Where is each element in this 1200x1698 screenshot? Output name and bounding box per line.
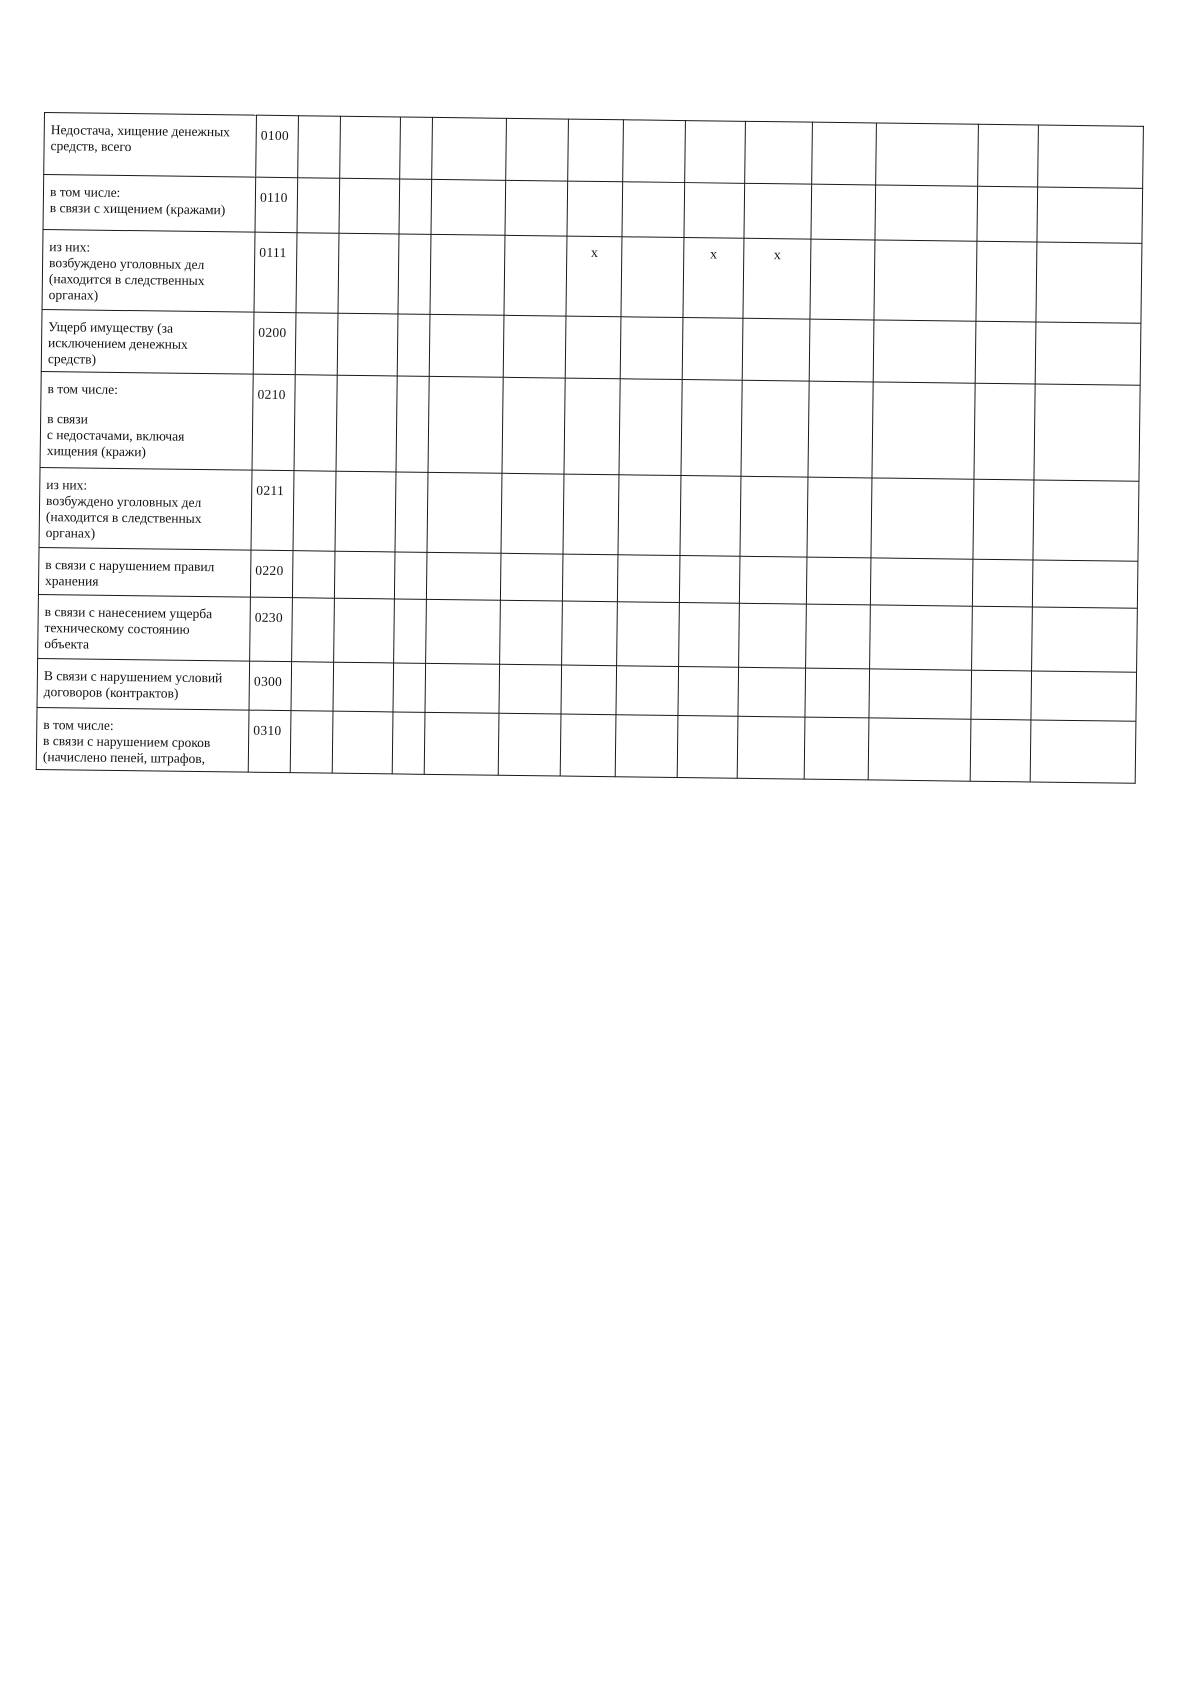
- value-cell[interactable]: [678, 667, 739, 717]
- value-cell[interactable]: [397, 314, 430, 376]
- value-cell[interactable]: [973, 479, 1034, 560]
- row-label-line: средств, всего: [50, 138, 132, 155]
- table-row: [42, 229, 1142, 323]
- row-label: [43, 175, 256, 233]
- value-cell[interactable]: [621, 237, 684, 318]
- value-cell[interactable]: [505, 118, 568, 181]
- value-cell[interactable]: [339, 178, 400, 234]
- value-cell[interactable]: [1033, 560, 1138, 608]
- row-label-line: (находится в следственных: [45, 509, 202, 527]
- row-label: [44, 113, 257, 178]
- value-cell[interactable]: [873, 320, 976, 383]
- value-cell[interactable]: [806, 557, 870, 605]
- row-label-line: Недостача, хищение денежных: [50, 122, 231, 140]
- value-cell[interactable]: [970, 719, 1031, 782]
- cell-value: x: [773, 248, 781, 264]
- value-cell[interactable]: [562, 601, 618, 666]
- value-cell[interactable]: [334, 551, 395, 599]
- value-cell[interactable]: [430, 234, 505, 315]
- value-cell[interactable]: [1036, 322, 1141, 385]
- value-cell[interactable]: [1033, 480, 1139, 561]
- table-row: [36, 707, 1136, 783]
- value-cell[interactable]: [618, 475, 681, 556]
- value-cell[interactable]: [566, 236, 622, 317]
- value-cell[interactable]: [739, 603, 807, 668]
- row-label-line: органах): [48, 287, 99, 303]
- value-cell[interactable]: [400, 117, 433, 179]
- row-label-line: в связи с нарушением сроков: [43, 733, 211, 751]
- value-cell[interactable]: [296, 233, 339, 314]
- value-cell[interactable]: [292, 551, 334, 599]
- value-cell[interactable]: [975, 321, 1036, 384]
- value-cell[interactable]: [810, 239, 875, 320]
- table-row: [39, 467, 1139, 561]
- report-table-wrapper: [36, 112, 1144, 784]
- row-code: 0220: [251, 550, 293, 598]
- value-cell[interactable]: [681, 380, 743, 477]
- value-cell[interactable]: [1036, 242, 1142, 323]
- row-label: [37, 658, 250, 710]
- table-row: [40, 371, 1140, 481]
- value-cell[interactable]: [398, 234, 431, 314]
- value-cell[interactable]: [337, 313, 398, 376]
- value-cell[interactable]: [807, 477, 872, 558]
- value-cell[interactable]: [395, 472, 428, 552]
- value-cell[interactable]: [332, 711, 393, 774]
- value-cell[interactable]: [432, 117, 506, 180]
- value-cell[interactable]: [976, 241, 1037, 322]
- row-label-line: Ущерб имуществу (за: [48, 319, 174, 336]
- row-label-line: техническому состоянию: [44, 620, 190, 637]
- row-code: 0310: [248, 710, 291, 773]
- value-cell[interactable]: [333, 662, 394, 712]
- value-cell[interactable]: [503, 315, 566, 378]
- value-cell[interactable]: [564, 378, 620, 475]
- row-label: [41, 309, 254, 374]
- value-cell[interactable]: [333, 598, 394, 663]
- value-cell[interactable]: [298, 116, 341, 179]
- value-cell[interactable]: [561, 665, 617, 715]
- value-cell[interactable]: [617, 555, 679, 603]
- row-label: [40, 371, 253, 470]
- value-cell[interactable]: [971, 670, 1032, 720]
- value-cell[interactable]: [978, 124, 1039, 187]
- value-cell[interactable]: [974, 383, 1036, 480]
- value-cell[interactable]: [620, 317, 682, 380]
- value-cell[interactable]: [679, 556, 740, 604]
- row-label-line: в связи: [47, 411, 88, 427]
- row-label-line: договоров (контрактов): [43, 684, 179, 701]
- value-cell[interactable]: [425, 599, 499, 664]
- value-cell[interactable]: [563, 474, 619, 555]
- row-code: 0110: [255, 177, 297, 233]
- row-code: 0210: [252, 374, 295, 471]
- row-label-line: возбуждено уголовных дел: [49, 255, 205, 273]
- value-cell[interactable]: [812, 122, 877, 185]
- value-cell[interactable]: [501, 473, 565, 554]
- damage-report-table: [36, 112, 1144, 784]
- value-cell[interactable]: [565, 316, 621, 379]
- value-cell[interactable]: [297, 178, 339, 234]
- row-label-line: исключением денежных: [48, 335, 188, 352]
- value-cell[interactable]: [972, 606, 1033, 671]
- value-cell[interactable]: [394, 552, 426, 599]
- value-cell[interactable]: [809, 319, 874, 382]
- row-code: 0100: [256, 115, 299, 178]
- value-cell[interactable]: [868, 718, 971, 781]
- value-cell[interactable]: [872, 382, 975, 479]
- value-cell[interactable]: [336, 375, 398, 472]
- row-label-line: в связи с хищением (кражами): [49, 200, 226, 218]
- row-code: 0111: [254, 232, 297, 313]
- value-cell[interactable]: [568, 119, 624, 182]
- value-cell[interactable]: [1038, 125, 1143, 188]
- row-label-line: возбуждено уголовных дел: [46, 493, 202, 511]
- value-cell[interactable]: [870, 558, 973, 606]
- value-cell[interactable]: [1031, 671, 1136, 721]
- value-cell[interactable]: [615, 715, 677, 778]
- value-cell[interactable]: [869, 669, 972, 719]
- value-cell[interactable]: [1031, 720, 1136, 783]
- table-body: [36, 113, 1143, 784]
- value-cell[interactable]: [393, 663, 425, 712]
- value-cell[interactable]: [737, 716, 805, 779]
- value-cell[interactable]: [295, 313, 338, 376]
- value-cell[interactable]: [683, 238, 744, 319]
- row-label-line: в том числе:: [49, 184, 121, 200]
- row-label-line: объекта: [44, 636, 90, 652]
- value-cell[interactable]: [811, 184, 875, 240]
- value-cell[interactable]: [680, 476, 741, 557]
- row-label-line: из них:: [49, 239, 91, 255]
- value-cell[interactable]: [291, 662, 333, 712]
- value-cell[interactable]: [396, 376, 429, 472]
- value-cell[interactable]: [682, 318, 743, 381]
- value-cell[interactable]: [425, 663, 499, 713]
- value-cell[interactable]: [503, 235, 567, 316]
- value-cell[interactable]: [875, 123, 978, 186]
- row-label-line: органах): [45, 525, 96, 541]
- row-label: [38, 594, 251, 661]
- row-label: [38, 547, 251, 597]
- value-cell[interactable]: [429, 314, 503, 377]
- value-cell[interactable]: [871, 478, 974, 559]
- value-cell[interactable]: [290, 711, 333, 774]
- row-label-line: (начислено пеней, штрафов,: [42, 749, 206, 767]
- value-cell[interactable]: [499, 600, 562, 665]
- value-cell[interactable]: [619, 379, 682, 476]
- value-cell[interactable]: [745, 121, 813, 184]
- row-label-line: хищения (кражи): [46, 443, 147, 460]
- row-code: 0230: [250, 597, 293, 662]
- value-cell[interactable]: [617, 602, 679, 667]
- value-cell[interactable]: [427, 472, 502, 553]
- row-label-line: в связи с нарушением правил: [45, 557, 215, 575]
- value-cell[interactable]: [1032, 607, 1137, 672]
- value-cell[interactable]: [498, 713, 561, 776]
- row-code: 0211: [251, 470, 294, 551]
- row-code: 0300: [249, 661, 291, 711]
- value-cell[interactable]: [805, 668, 869, 718]
- row-label-line: В связи с нарушением условий: [43, 668, 223, 686]
- row-label-line: хранения: [45, 573, 99, 589]
- row-label-line: в связи с нанесением ущерба: [44, 604, 213, 622]
- value-cell[interactable]: [339, 116, 400, 179]
- value-cell[interactable]: [560, 714, 616, 777]
- row-label: [42, 229, 255, 312]
- value-cell[interactable]: [738, 667, 806, 717]
- value-cell[interactable]: [431, 179, 505, 235]
- value-cell[interactable]: [869, 605, 972, 670]
- value-cell[interactable]: [424, 712, 498, 775]
- value-cell[interactable]: [294, 375, 337, 472]
- value-cell[interactable]: [684, 183, 745, 239]
- value-cell[interactable]: [874, 240, 977, 321]
- value-cell[interactable]: [1034, 384, 1140, 481]
- value-cell[interactable]: [428, 376, 503, 473]
- value-cell[interactable]: [502, 377, 566, 474]
- value-cell[interactable]: [293, 471, 336, 552]
- value-cell[interactable]: [678, 603, 739, 668]
- value-cell[interactable]: [806, 604, 871, 669]
- value-cell[interactable]: [567, 181, 623, 237]
- row-label: [39, 467, 252, 550]
- value-cell[interactable]: [743, 238, 811, 319]
- value-cell[interactable]: [875, 185, 978, 241]
- value-cell[interactable]: [338, 233, 399, 314]
- value-cell[interactable]: [740, 476, 808, 557]
- value-cell[interactable]: [977, 186, 1038, 242]
- value-cell[interactable]: [804, 717, 869, 780]
- value-cell[interactable]: [684, 121, 745, 184]
- value-cell[interactable]: [972, 559, 1033, 607]
- value-cell[interactable]: [392, 712, 425, 774]
- cell-value: x: [710, 247, 718, 263]
- row-code: 0200: [253, 312, 296, 375]
- value-cell[interactable]: [426, 552, 500, 600]
- value-cell[interactable]: [739, 556, 807, 604]
- value-cell[interactable]: [563, 554, 619, 602]
- row-label-line: (находится в следственных: [48, 271, 205, 289]
- value-cell[interactable]: [622, 182, 684, 238]
- value-cell[interactable]: [677, 716, 738, 779]
- value-cell[interactable]: [616, 666, 678, 716]
- value-cell[interactable]: [500, 553, 563, 601]
- row-label-line: из них:: [46, 477, 88, 493]
- value-cell[interactable]: [741, 380, 809, 477]
- row-label-line: с недостачами, включая: [46, 427, 185, 444]
- value-cell[interactable]: [744, 183, 812, 239]
- value-cell[interactable]: [742, 318, 810, 381]
- value-cell[interactable]: [394, 599, 427, 663]
- cell-value: x: [590, 245, 598, 261]
- value-cell[interactable]: [1037, 187, 1142, 243]
- row-label-line: средств): [47, 351, 97, 367]
- value-cell[interactable]: [808, 381, 873, 478]
- value-cell[interactable]: [498, 664, 561, 714]
- value-cell[interactable]: [291, 598, 334, 663]
- row-label: [36, 707, 249, 772]
- value-cell[interactable]: [623, 120, 685, 183]
- value-cell[interactable]: [505, 180, 568, 236]
- row-label-line: в том числе:: [47, 381, 118, 397]
- value-cell[interactable]: [399, 179, 432, 234]
- value-cell[interactable]: [335, 471, 396, 552]
- row-label-line: в том числе:: [43, 717, 114, 733]
